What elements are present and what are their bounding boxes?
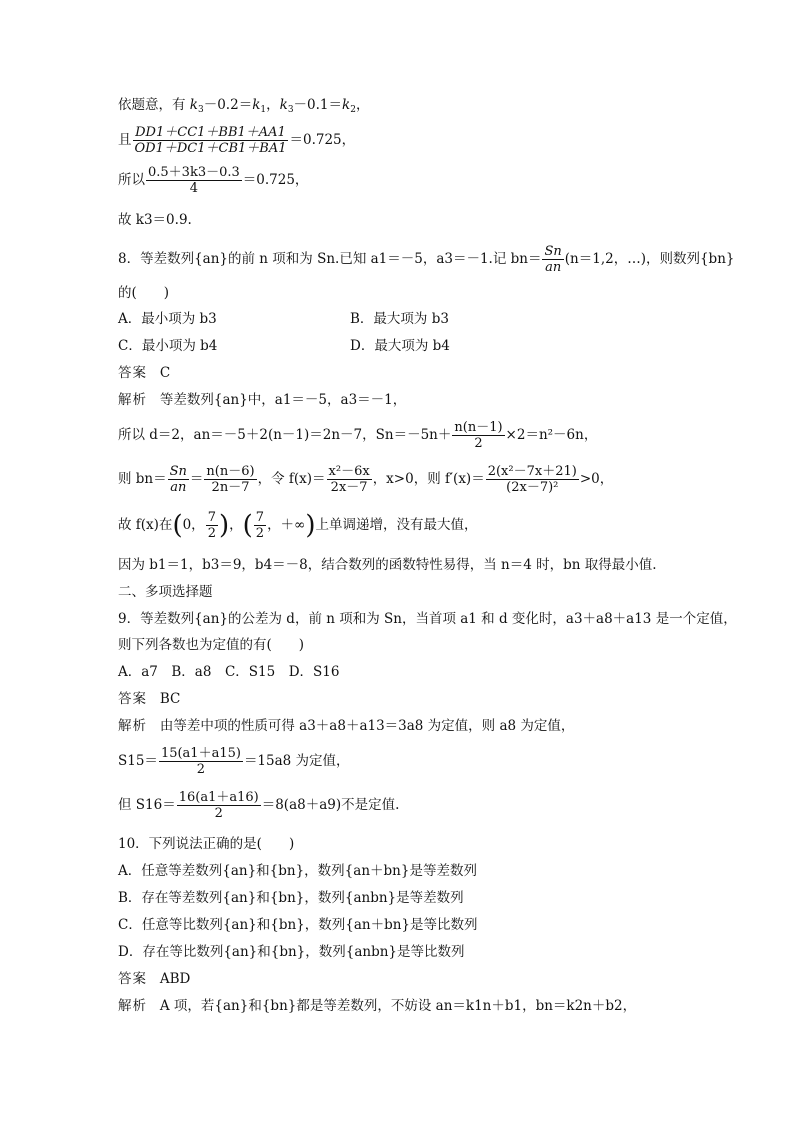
fraction: $\frac{0.5+3k3-0.3}{4}$ (148, 165, 240, 196)
option-d: D．最大项为 b4 (350, 338, 450, 354)
text-line: 但 S16＝ $\frac{16(a1+a16)}{2}$ ＝8(a8＋a9)不是定值. (118, 790, 400, 821)
option-c: C．任意等比数列{an}和{bn}，数列{an＋bn}是等比数列 (118, 917, 478, 933)
text-line: 故 f(x)在(0， $\frac{7}{2}$ )，( $\frac{7}{2}$ ，＋∞)上单调递增，没有最大值， (118, 510, 478, 541)
option-d: D．存在等比数列{an}和{bn}，数列{anbn}是等比数列 (118, 944, 465, 960)
fraction: $\frac{7}{2}$ (255, 510, 265, 541)
section-heading: 二、多项选择题 (118, 584, 213, 600)
analysis-line: 解析 A 项，若{an}和{bn}都是等差数列，不妨设 an＝k1n＋b1，bn＝k2n＋b2， (118, 998, 637, 1014)
options-line: A．a7 B．a8 C．S15 D．S16 (118, 664, 340, 680)
fraction: $\frac{n(n-6)}{2n-7}$ (206, 464, 255, 495)
text-line: 依题意，有 $k_3-0.2=k_1$，$k_3-0.1=k_2$， (118, 97, 370, 115)
option-c: C．最小项为 b4 (118, 338, 218, 354)
text-line: 所以 d＝2，an＝－5＋2(n－1)＝2n－7，Sn＝－5n＋ $\frac{n(n-1)}{2}$ ×2＝n²－6n， (118, 420, 598, 451)
fraction: $\frac{\text{x²－6x}}{2x-7}$ (328, 464, 370, 495)
analysis-line: 解析 由等差中项的性质可得 a3＋a8＋a13＝3a8 为定值，则 a8 为定值， (118, 718, 575, 734)
answer-line: 答案 ABD (118, 971, 191, 987)
fraction: $\frac{16(a1+a16)}{2}$ (178, 790, 259, 821)
fraction: $\frac{Sn}{an}$ (169, 464, 187, 495)
answer-line: 答案 BC (118, 691, 181, 707)
text-line: 的( ) (118, 285, 170, 301)
option-a: A．任意等差数列{an}和{bn}，数列{an＋bn}是等差数列 (118, 863, 477, 879)
text-line: 则 bn＝ $\frac{Sn}{an}$ ＝ $\frac{n(n-6)}{2n-7}$ ，令 f(x)＝ $\frac{\text{x²－6x}}{2x-7}$ ，x>0，则 f′(x)＝ $\frac{\text{2(x²－7x＋21)}}{\text{(2x－7)²}}$ >0， (118, 464, 614, 495)
text-line: 故 k3＝0.9. (118, 212, 192, 228)
text-line: 且 $\frac{DD1+CC1+BB1+AA1}{OD1+DC1+CB1+BA1}$ ＝0.725， (118, 125, 356, 156)
answer-line: 答案 C (118, 365, 171, 381)
fraction: $\frac{15(a1+a15)}{2}$ (160, 746, 241, 777)
question-9-stem: 9．等差数列{an}的公差为 d，前 n 项和为 Sn，当首项 a1 和 d 变化时，a3＋a8＋a13 是一个定值， (118, 611, 737, 627)
question-8-stem: 8．等差数列{an}的前 n 项和为 Sn.已知 a1＝－5，a3＝－1.记 bn＝ $\frac{Sn}{an}$ (n＝1,2，…)，则数列{bn} (118, 244, 735, 275)
analysis-line: 解析 等差数列{an}中，a1＝－5，a3＝－1， (118, 392, 407, 408)
fraction: $\frac{DD1+CC1+BB1+AA1}{OD1+DC1+CB1+BA1}$ (134, 125, 287, 156)
fraction: $\frac{n(n-1)}{2}$ (454, 420, 503, 451)
text-line: S15＝ $\frac{15(a1+a15)}{2}$ ＝15a8 为定值， (118, 746, 350, 777)
option-b: B．最大项为 b3 (350, 311, 449, 327)
fraction: $\frac{Sn}{an}$ (544, 244, 562, 275)
fraction: $\frac{\text{2(x²－7x＋21)}}{\text{(2x－7)²}}$ (487, 464, 577, 495)
text-line: 则下列各数也为定值的有( ) (118, 637, 305, 653)
text-line: 因为 b1＝1，b3＝9，b4＝－8，结合数列的函数特性易得，当 n＝4 时，bn 取得最小值. (118, 557, 657, 573)
option-b: B．存在等差数列{an}和{bn}，数列{anbn}是等差数列 (118, 890, 464, 906)
text-line: 所以 $\frac{0.5+3k3-0.3}{4}$ ＝0.725， (118, 165, 309, 196)
option-a: A．最小项为 b3 (118, 311, 217, 327)
question-10-stem: 10．下列说法正确的是( ) (118, 836, 295, 852)
fraction: $\frac{7}{2}$ (207, 510, 216, 541)
